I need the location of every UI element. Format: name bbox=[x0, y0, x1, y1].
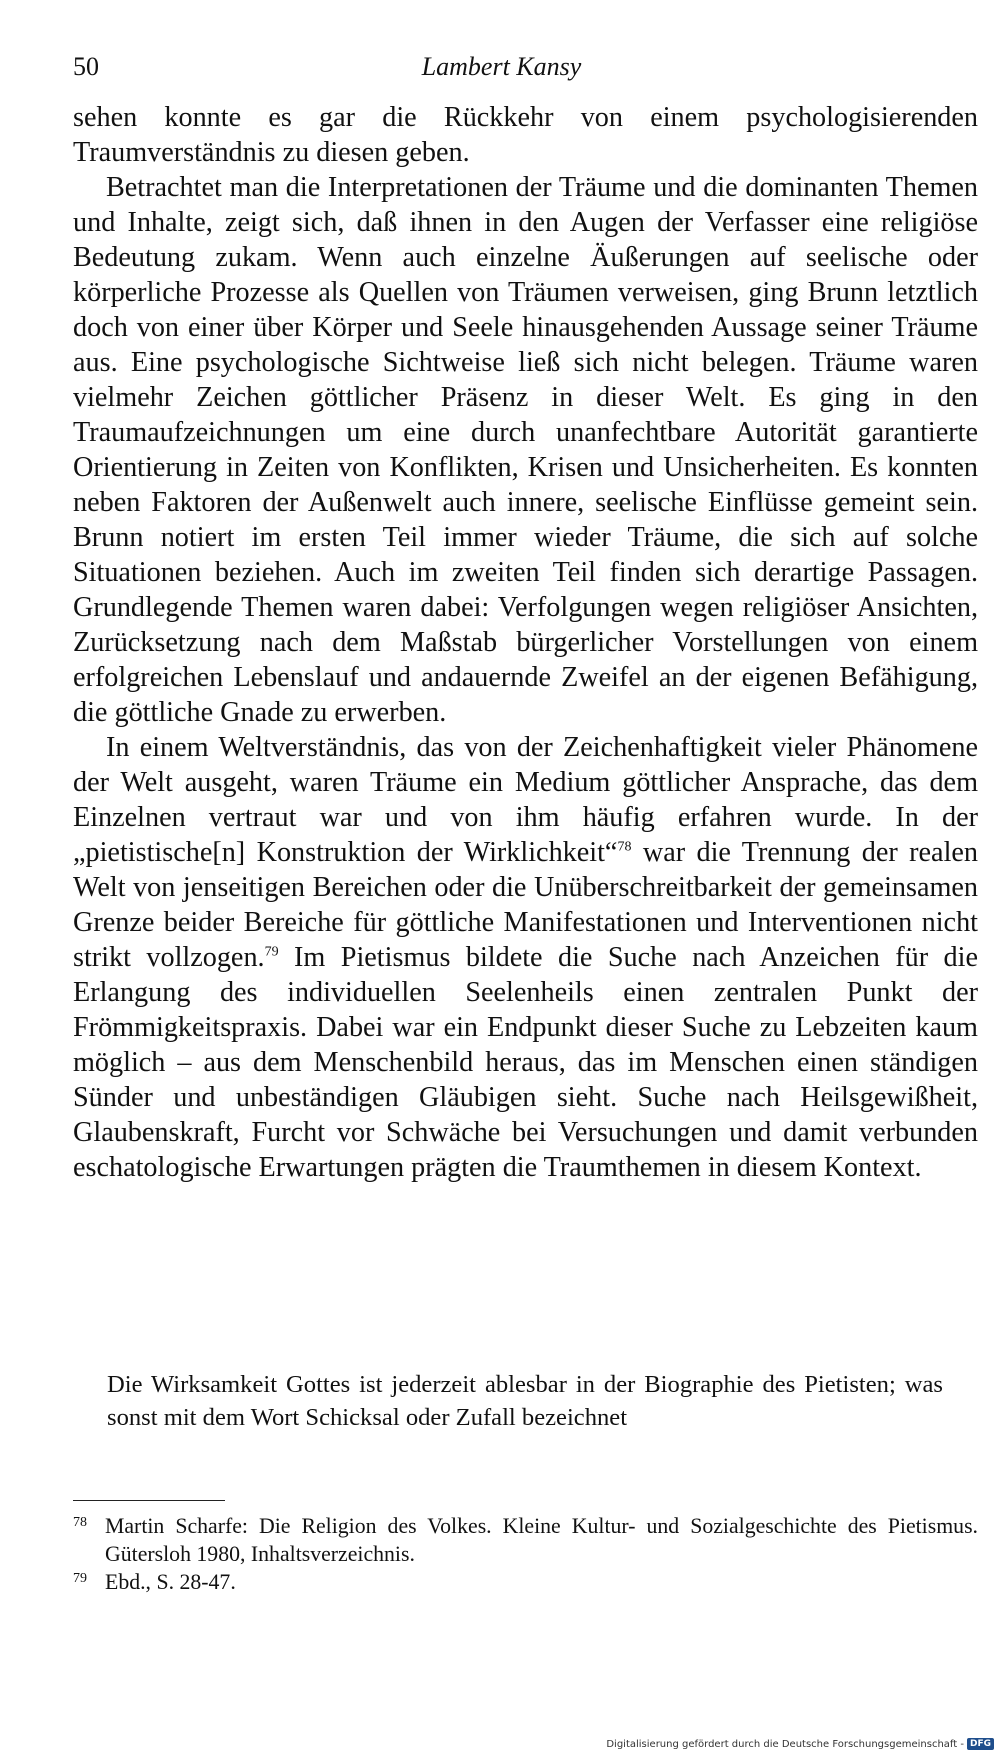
paragraph-3-part-c: Im Pietismus bildete die Suche nach Anzeichen für die Erlangung des individuellen Seelenheils einen zentralen Punkt der Frömmigkeitspraxis. Dabei war ein Endpunkt dieser Suche zu Lebzeiten kaum möglich – aus dem Menschenbild heraus, das im Menschen einen ständigen Sünder und unbeständigen Gläubigen sieht. Suche nach Heilsgewißheit, Glaubenskraft, Furcht vor Schwäche bei Versuchungen und damit verbunden eschatologische Erwartungen prägten die Traumthemen in diesem Kontext. bbox=[73, 942, 978, 1183]
footnotes bbox=[73, 1512, 978, 1596]
paragraph-1: sehen konnte es gar die Rückkehr von einem psychologisierenden Traumverständnis zu diesen geben. bbox=[73, 102, 978, 168]
paragraph-3-part-b: war die Trennung der realen Welt von jenseitigen Bereichen oder die Unüberschreitbarkeit der gemeinsamen Grenze beider Bereiche für göttliche Manifestationen und Interventionen nicht strikt vollzogen. bbox=[73, 837, 979, 973]
footnote-mark: 78 bbox=[73, 1515, 87, 1530]
page-number: 50 bbox=[73, 52, 99, 81]
footnote-divider bbox=[73, 1500, 225, 1501]
body-text bbox=[73, 100, 978, 1185]
running-head: Lambert Kansy bbox=[421, 52, 582, 81]
block-quote: Die Wirksamkeit Gottes ist jederzeit ablesbar in der Biographie des Pietisten; was sonst mit dem Wort Schicksal oder Zufall bezeichnet bbox=[107, 1371, 943, 1431]
footnote-text: Ebd., S. 28-47. bbox=[105, 1570, 236, 1594]
footnote-78 bbox=[73, 1512, 978, 1568]
paragraph-3 bbox=[73, 730, 978, 1185]
footnote-ref-79[interactable]: 79 bbox=[264, 944, 279, 960]
paragraph-3-part-a: In einem Weltverständnis, das von der Zeichenhaftigkeit vieler Phänomene der Welt ausgeht, waren Träume ein Medium göttlicher Ansprache, das dem Einzelnen vertraut war und von ihm häufig erfahren wurde. In der „pietistische[n] Konstruktion der Wirklichkeit“ bbox=[73, 732, 978, 868]
page-header bbox=[73, 52, 930, 92]
dfg-logo-icon: DFG bbox=[967, 1738, 994, 1750]
footnote-ref-78[interactable]: 78 bbox=[617, 839, 632, 855]
credit-text: Digitalisierung gefördert durch die Deutsche Forschungsgemeinschaft - bbox=[606, 1738, 964, 1750]
paragraph-2: Betrachtet man die Interpretationen der Träume und die dominanten Themen und Inhalte, zeigt sich, daß ihnen in den Augen der Verfasser eine religiöse Bedeutung zukam. Wenn auch einzelne Äußerungen auf seelische oder körperliche Prozesse als Quellen von Träumen verweisen, ging Brunn letztlich doch von einer über Körper und Seele hinausgehenden Aussage seiner Träume aus. Eine psychologische Sichtweise ließ sich nicht belegen. Träume waren vielmehr Zeichen göttlicher Präsenz in dieser Welt. Es ging in den Traumaufzeichnungen um eine durch unanfechtbare Autorität garantierte Orientierung in Zeiten von Konflikten, Krisen und Unsicherheiten. Es konnten neben Faktoren der Außenwelt auch innere, seelische Einflüsse gemeint sein. Brunn notiert im ersten Teil immer wieder Träume, die sich auf solche Situationen beziehen. Auch im zweiten Teil finden sich derartige Passagen. Grundlegende Themen waren dabei: Verfolgungen wegen religiöser Ansichten, Zurücksetzung nach dem Maßstab bürgerlicher Vorstellungen von einem erfolgreichen Lebenslauf und andauernde Zweifel an der eigenen Befähigung, die göttliche Gnade zu erwerben. bbox=[73, 172, 978, 728]
footnote-text: Martin Scharfe: Die Religion des Volkes. Kleine Kultur- und Sozialgeschichte des Pietismus. Gütersloh 1980, Inhaltsverzeichnis. bbox=[105, 1514, 978, 1566]
footnote-mark: 79 bbox=[73, 1571, 87, 1586]
digitization-credit bbox=[606, 1736, 994, 1752]
footnote-79 bbox=[73, 1568, 978, 1596]
